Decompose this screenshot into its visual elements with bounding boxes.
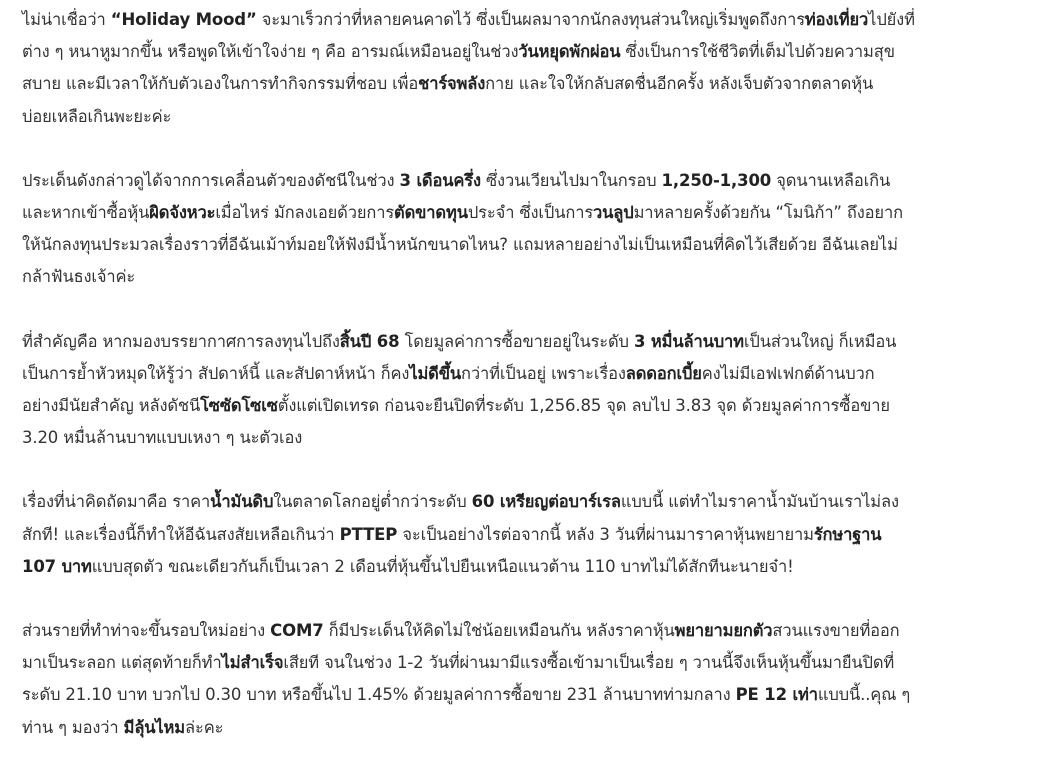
- text-line: [22, 261, 1022, 293]
- text-run: มาหลายครั้งด้วยกัน “โมนิก้า” ถึงอยาก: [633, 203, 903, 223]
- bold-text: ตัดขาดทุน: [394, 203, 468, 223]
- paragraph: [22, 4, 1022, 133]
- text-run: ซึ่งวนเวียนไปมาในกรอบ: [480, 170, 662, 190]
- text-run: จะเป็นอย่างไรต่อจากนี้ หลัง 3 วันที่ผ่านมาราคาหุ้นพยายาม: [397, 524, 814, 544]
- text-run: กล้าฟันธงเจ้าค่ะ: [22, 267, 136, 287]
- text-run: ที่สำคัญคือ หากมองบรรยากาศการลงทุนไปถึง: [22, 331, 340, 351]
- text-line: [22, 422, 1022, 454]
- bold-text: PTTEP: [339, 524, 398, 544]
- text-line: [22, 615, 1022, 647]
- text-run: มาเป็นระลอก แต่สุดท้ายก็ทำ: [22, 653, 222, 673]
- bold-text: วนลูป: [593, 203, 634, 223]
- paragraph: [22, 486, 1022, 583]
- text-run: อย่างมีนัยสำคัญ หลังดัชนี: [22, 396, 201, 416]
- text-line: [22, 712, 1022, 744]
- text-run: ก็มีประเด็นให้คิดไม่ใช่น้อยเหมือนกัน หลังราคาหุ้น: [323, 621, 675, 641]
- text-run: บ่อยเหลือเกินพะยะค่ะ: [22, 106, 172, 126]
- text-run: สบาย และมีเวลาให้กับตัวเองในการทำกิจกรรมที่ชอบ เพื่อ: [22, 74, 419, 94]
- bold-text: 107 บาท: [22, 556, 92, 576]
- article-body: [22, 4, 1022, 776]
- text-run: ท่าน ๆ มองว่า: [22, 717, 124, 737]
- text-run: คงไม่มีเอฟเฟกต์ด้านบวก: [701, 363, 875, 383]
- text-run: และหากเข้าซื้อหุ้น: [22, 203, 150, 223]
- bold-text: 3 หมื่นล้านบาท: [633, 331, 744, 351]
- text-line: [22, 68, 1022, 100]
- text-run: แบบนี้..คุณ ๆ: [817, 685, 911, 705]
- text-line: [22, 101, 1022, 133]
- text-line: [22, 229, 1022, 261]
- text-line: [22, 679, 1022, 711]
- text-line: [22, 36, 1022, 68]
- bold-text: ไม่สำเร็จ: [221, 653, 284, 673]
- text-run: จุดนานเหลือเกิน: [771, 170, 891, 190]
- text-run: สวนแรงขายที่ออก: [772, 621, 900, 641]
- bold-text: ชาร์จพลัง: [418, 74, 486, 94]
- text-run: กาย และใจให้กลับสดชื่นอีกครั้ง หลังเจ็บตัวจากตลาดหุ้น: [485, 74, 874, 94]
- text-line: [22, 519, 1022, 551]
- text-run: เป็นการย้ำหัวหมุดให้รู้ว่า สัปดาห์นี้ และสัปดาห์หน้า ก็คง: [22, 363, 410, 383]
- paragraph: [22, 165, 1022, 294]
- text-run: ประเด็นดังกล่าวดูได้จากการเคลื่อนตัวของดัชนีในช่วง: [22, 170, 400, 190]
- text-run: เป็นส่วนใหญ่ ก็เหมือน: [743, 331, 897, 351]
- text-line: [22, 390, 1022, 422]
- text-run: แบบนี้ แต่ทำไมราคาน้ำมันบ้านเราไม่ลง: [620, 492, 899, 512]
- text-run: ประจำ ซึ่งเป็นการ: [467, 203, 594, 223]
- text-run: ล่ะคะ: [185, 717, 224, 737]
- text-run: ระดับ 21.10 บาท บวกไป 0.30 บาท หรือขึ้นไป 1.45% ด้วยมูลค่าการซื้อขาย 231 ล้านบาทท่ามกลาง: [22, 685, 736, 705]
- text-line: [22, 197, 1022, 229]
- text-run: ไม่น่าเชื่อว่า: [22, 10, 111, 29]
- bold-text: ไม่ดีขึ้น: [409, 363, 462, 383]
- bold-text: ผิดจังหวะ: [149, 203, 216, 223]
- text-run: เรื่องที่น่าคิดถัดมาคือ ราคา: [22, 492, 211, 512]
- text-line: [22, 4, 1022, 36]
- bold-text: COM7: [270, 621, 324, 641]
- bold-text: มีลุ้นไหม: [123, 717, 186, 737]
- text-run: 3.20 หมื่นล้านบาทแบบเหงา ๆ นะตัวเอง: [22, 428, 303, 448]
- bold-text: 1,250-1,300: [661, 170, 772, 190]
- text-run: ซึ่งเป็นการใช้ชีวิตที่เต็มไปด้วยความสุข: [620, 42, 895, 62]
- bold-text: พยายามยกตัว: [674, 621, 773, 641]
- bold-text: โซซัดโซเซ: [200, 396, 278, 416]
- bold-text: PE 12 เท่า: [735, 685, 818, 705]
- text-run: จะมาเร็วกว่าที่หลายคนคาดไว้ ซึ่งเป็นผลมาจากนักลงทุนส่วนใหญ่เริ่มพูดถึงการ: [256, 10, 805, 29]
- text-run: ต่าง ๆ หนาหูมากขึ้น หรือพูดให้เข้าใจง่าย ๆ คือ อารมณ์เหมือนอยู่ในช่วง: [22, 42, 519, 62]
- text-line: [22, 486, 1022, 518]
- text-run: ในตลาดโลกอยู่ต่ำกว่าระดับ: [273, 492, 472, 512]
- text-line: [22, 326, 1022, 358]
- text-line: [22, 358, 1022, 390]
- text-run: ตั้งแต่เปิดเทรด ก่อนจะยืนปิดที่ระดับ 1,256.85 จุด ลบไป 3.83 จุด ด้วยมูลค่าการซื้อขาย: [277, 396, 890, 416]
- text-line: [22, 551, 1022, 583]
- bold-text: สิ้นปี 68: [339, 331, 400, 351]
- paragraph: [22, 615, 1022, 744]
- text-run: แบบสุดตัว ขณะเดียวกันก็เป็นเวลา 2 เดือนที่หุ้นขึ้นไปยืนเหนือแนวต้าน 110 บาทไม่ได้สักทีนะนายจ๋า!: [91, 556, 794, 576]
- bold-text: วันหยุดพักผ่อน: [518, 42, 621, 62]
- text-line: [22, 647, 1022, 679]
- bold-text: 3 เดือนครึ่ง: [399, 170, 481, 190]
- paragraph: [22, 326, 1022, 455]
- text-run: โดยมูลค่าการซื้อขายอยู่ในระดับ: [399, 331, 634, 351]
- text-line: [22, 165, 1022, 197]
- bold-text: ท่องเที่ยว: [804, 10, 869, 29]
- bold-text: ลดดอกเบี้ย: [625, 363, 702, 383]
- text-run: ให้นักลงทุนประมวลเรื่องราวที่อีฉันเม้าท์มอยให้ฟังมีน้ำหนักขนาดไหน? แถมหลายอย่างไม่เป็นเหมือนที่คิดไว้เสียด้วย อีฉันเลยไม่: [22, 235, 898, 255]
- bold-text: 60 เหรียญต่อบาร์เรล: [471, 492, 621, 512]
- text-run: กว่าที่เป็นอยู่ เพราะเรื่อง: [461, 363, 626, 383]
- bold-text: รักษาฐาน: [813, 524, 882, 544]
- text-run: เมื่อไหร่ มักลงเอยด้วยการ: [215, 203, 395, 223]
- text-run: ส่วนรายที่ทำท่าจะขึ้นรอบใหม่อย่าง: [22, 621, 271, 641]
- text-run: ไปยังที่: [868, 10, 915, 29]
- bold-text: “Holiday Mood”: [110, 10, 257, 29]
- text-run: สักที! และเรื่องนี้ก็ทำให้อีฉันสงสัยเหลือเกินว่า: [22, 524, 340, 544]
- bold-text: น้ำมันดิบ: [210, 492, 274, 512]
- text-run: เสียที จนในช่วง 1-2 วันที่ผ่านมามีแรงซื้อเข้ามาเป็นเรื่อย ๆ วานนี้จึงเห็นหุ้นขึ้นมายืนปิดที่: [283, 653, 895, 673]
